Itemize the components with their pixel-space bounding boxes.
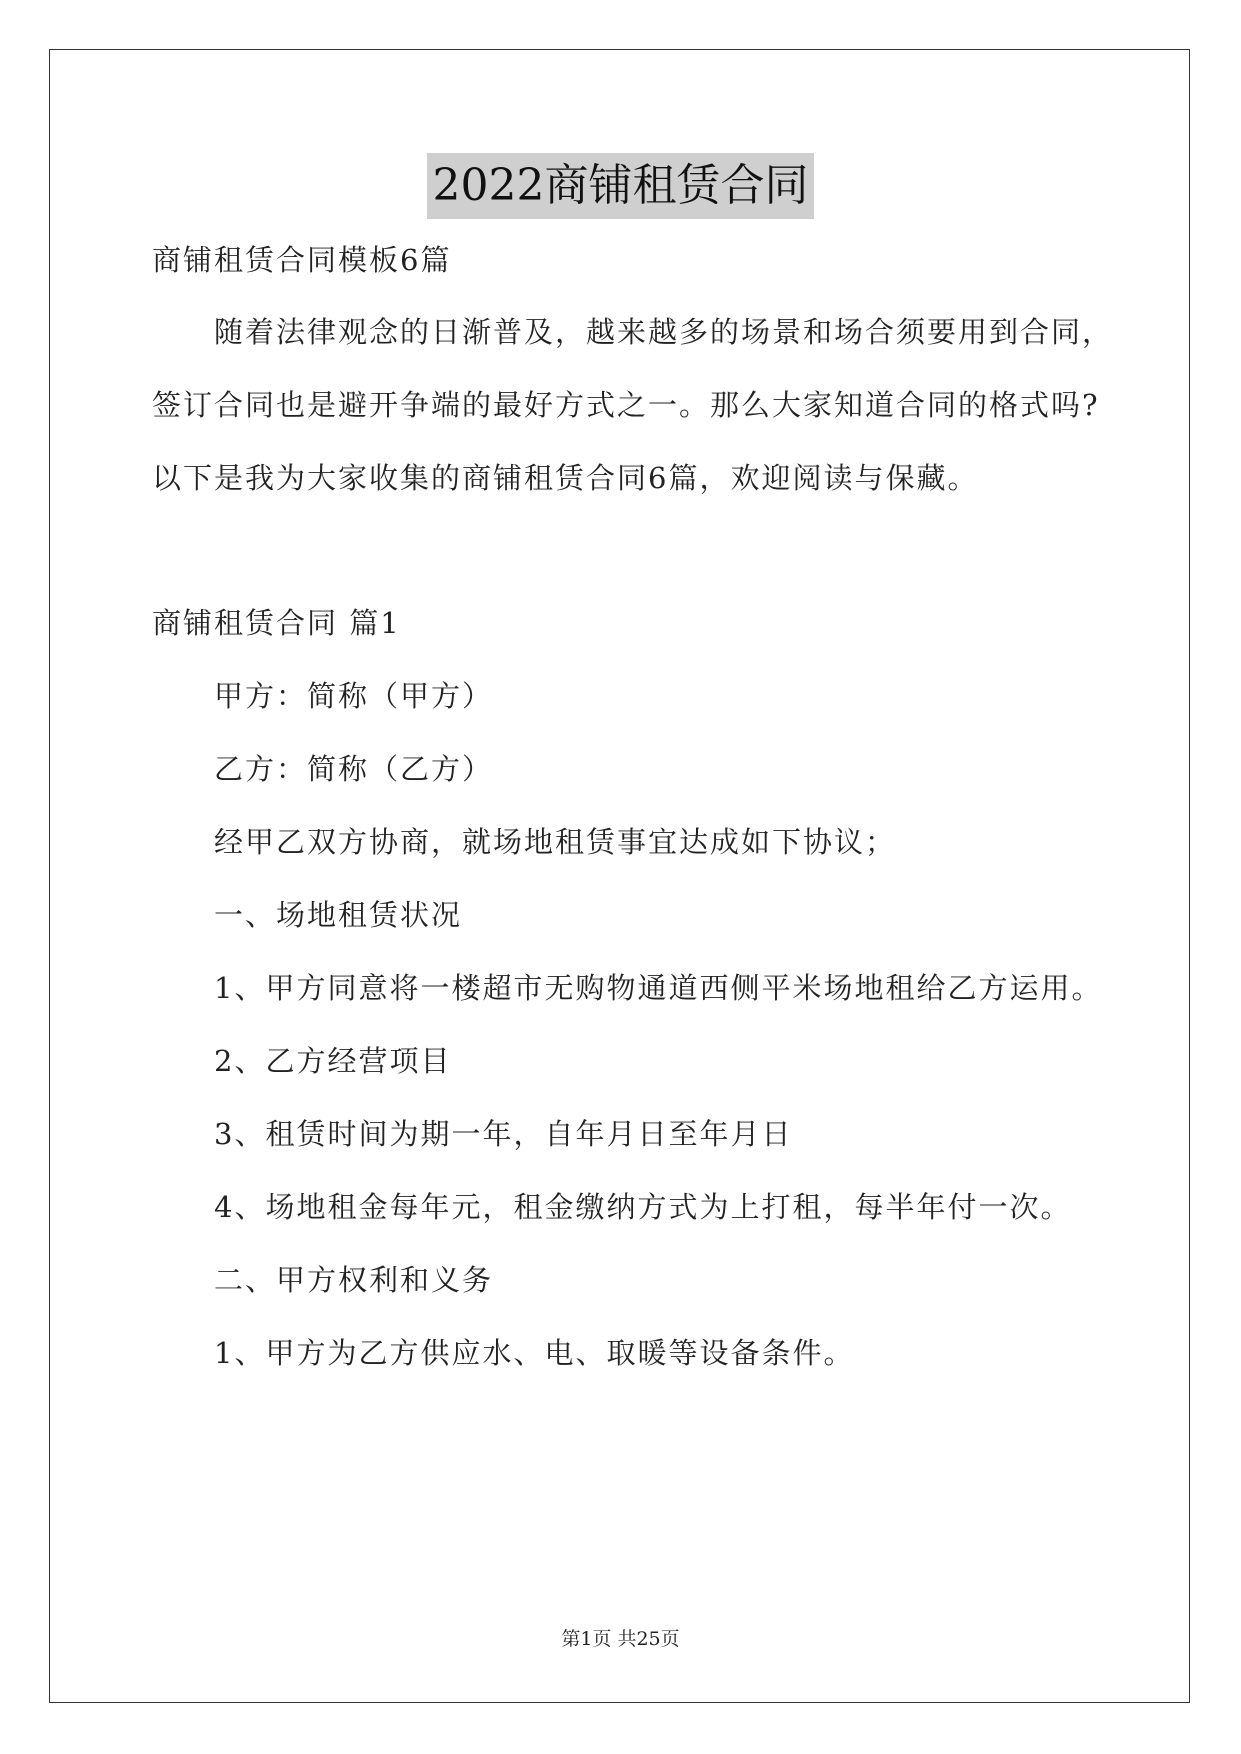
party-b-line: 乙方：简称（乙方） [214,752,494,786]
party-a-line: 甲方：简称（甲方） [214,679,494,713]
agreement-intro-line: 经甲乙双方协商，就场地租赁事宜达成如下协议； [214,825,897,859]
page-footer: 第1页 共25页 [561,1628,680,1650]
intro-line-3: 以下是我为大家收集的商铺租赁合同6篇，欢迎阅读与保藏。 [152,461,979,495]
clause-item: 4、场地租金每年元，租金缴纳方式为上打租，每半年付一次。 [214,1190,1072,1224]
page-border [49,49,1190,1703]
document-subtitle: 商铺租赁合同模板6篇 [152,243,452,277]
document-title: 2022商铺租赁合同 [427,153,815,219]
title-container [0,153,1241,219]
intro-line-1: 随着法律观念的日渐普及，越来越多的场景和场合须要用到合同， [214,315,1114,349]
intro-line-2: 签订合同也是避开争端的最好方式之一。那么大家知道合同的格式吗? [152,388,1100,422]
clause-heading-1: 一、场地租赁状况 [214,898,463,932]
clause-item: 2、乙方经营项目 [214,1044,452,1078]
clause-item: 1、甲方为乙方供应水、电、取暖等设备条件。 [214,1336,855,1370]
clause-item: 3、租赁时间为期一年，自年月日至年月日 [214,1117,793,1151]
clause-item: 1、甲方同意将一楼超市无购物通道西侧平米场地租给乙方运用。 [214,971,1103,1005]
clause-heading-2: 二、甲方权利和义务 [214,1263,494,1297]
section-heading: 商铺租赁合同 篇1 [152,606,401,640]
